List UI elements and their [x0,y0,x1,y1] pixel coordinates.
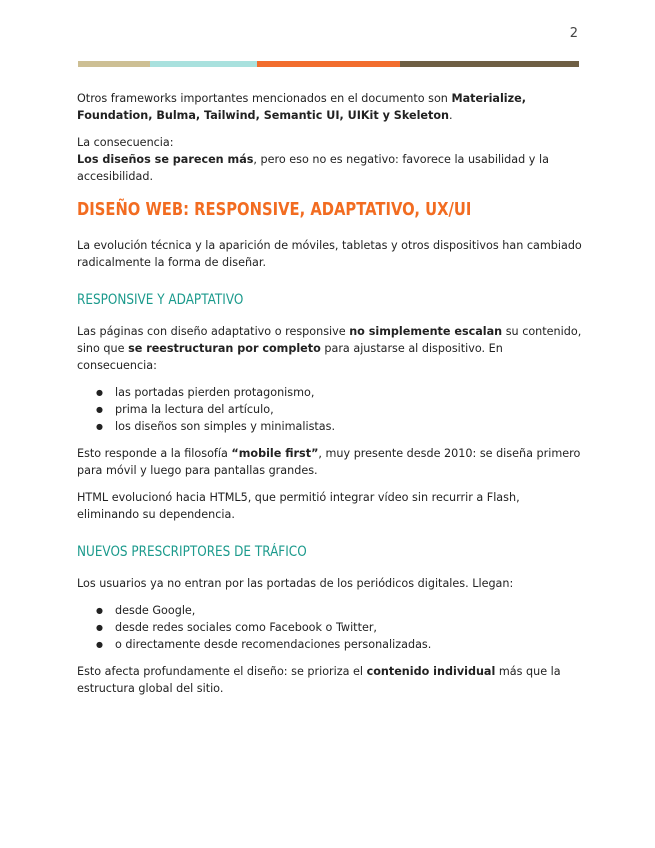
list-item: ● los diseños son simples y minimalistas. [115,418,582,435]
bold-text: Los diseños se parecen más [77,153,254,166]
list-item: ● prima la lectura del artículo, [115,401,582,418]
text-run: Las páginas con diseño adaptativo o responsive [77,325,350,338]
text-run: Otros frameworks importantes mencionados en el documento son [77,92,452,105]
text-run: Esto responde a la filosofía [77,447,232,460]
text-run: , muy presente desde 2010: se diseña primero para móvil y luego para pantallas grandes. [77,447,581,477]
intro-paragraph-consecuencia [77,134,582,185]
text-run: La evolución técnica y la aparición de móviles, tabletas y otros dispositivos han cambiado radicalmente la forma de diseñar. [77,239,582,269]
paragraph-contenido-individual [77,663,582,697]
color-bar-segment-brown [400,61,579,67]
color-bar-segment-aqua [150,61,257,67]
subheading-nuevos-prescriptores: NUEVOS PRESCRIPTORES DE TRÁFICO [77,544,307,560]
document-body [77,90,582,707]
paragraph-evolucion-tecnica [77,237,582,271]
paragraph-html5 [77,489,582,523]
list-fuentes-trafico [77,602,582,653]
text-run: HTML evolucionó hacia HTML5, que permitió integrar vídeo sin recurrir a Flash, eliminando su dependencia. [77,491,520,521]
text-run: , pero eso no es negativo: favorece la usabilidad y la accesibilidad. [77,153,549,183]
list-item: ● desde Google, [115,602,582,619]
paragraph-paginas-adaptativas [77,323,582,374]
list-consecuencias [77,384,582,435]
color-bar-segment-orange [257,61,400,67]
paragraph-usuarios [77,575,582,592]
text-run: para ajustarse al dispositivo. En consecuencia: [77,342,503,372]
intro-paragraph-frameworks [77,90,582,124]
bold-text: se reestructuran por completo [128,342,321,355]
list-item: ● o directamente desde recomendaciones personalizadas. [115,636,582,653]
text-run: . [449,109,453,122]
list-item: ● las portadas pierden protagonismo, [115,384,582,401]
page-number: 2 [569,26,578,41]
bold-text: contenido individual [366,665,496,678]
list-item: ● desde redes sociales como Facebook o Twitter, [115,619,582,636]
consecuencia-text [77,153,549,183]
text-run: Los usuarios ya no entran por las portadas de los periódicos digitales. Llegan: [77,577,514,590]
bold-text: no simplemente escalan [349,325,503,338]
text-run: más que la estructura global del sitio. [77,665,561,695]
header-color-bar [78,61,579,67]
bold-text: “mobile first” [231,447,319,460]
text-run: Esto afecta profundamente el diseño: se prioriza el [77,665,367,678]
paragraph-mobile-first [77,445,582,479]
text-run: su contenido, sino que [77,325,582,355]
color-bar-segment-tan [78,61,150,67]
bold-text: Materialize, Foundation, Bulma, Tailwind, Semantic UI, UIKit y Skeleton [77,92,526,122]
section-heading-diseno-web: DISEÑO WEB: RESPONSIVE, ADAPTATIVO, UX/UI [77,199,472,220]
subheading-responsive-adaptativo: RESPONSIVE Y ADAPTATIVO [77,292,244,308]
consecuencia-label: La consecuencia: [77,136,174,149]
